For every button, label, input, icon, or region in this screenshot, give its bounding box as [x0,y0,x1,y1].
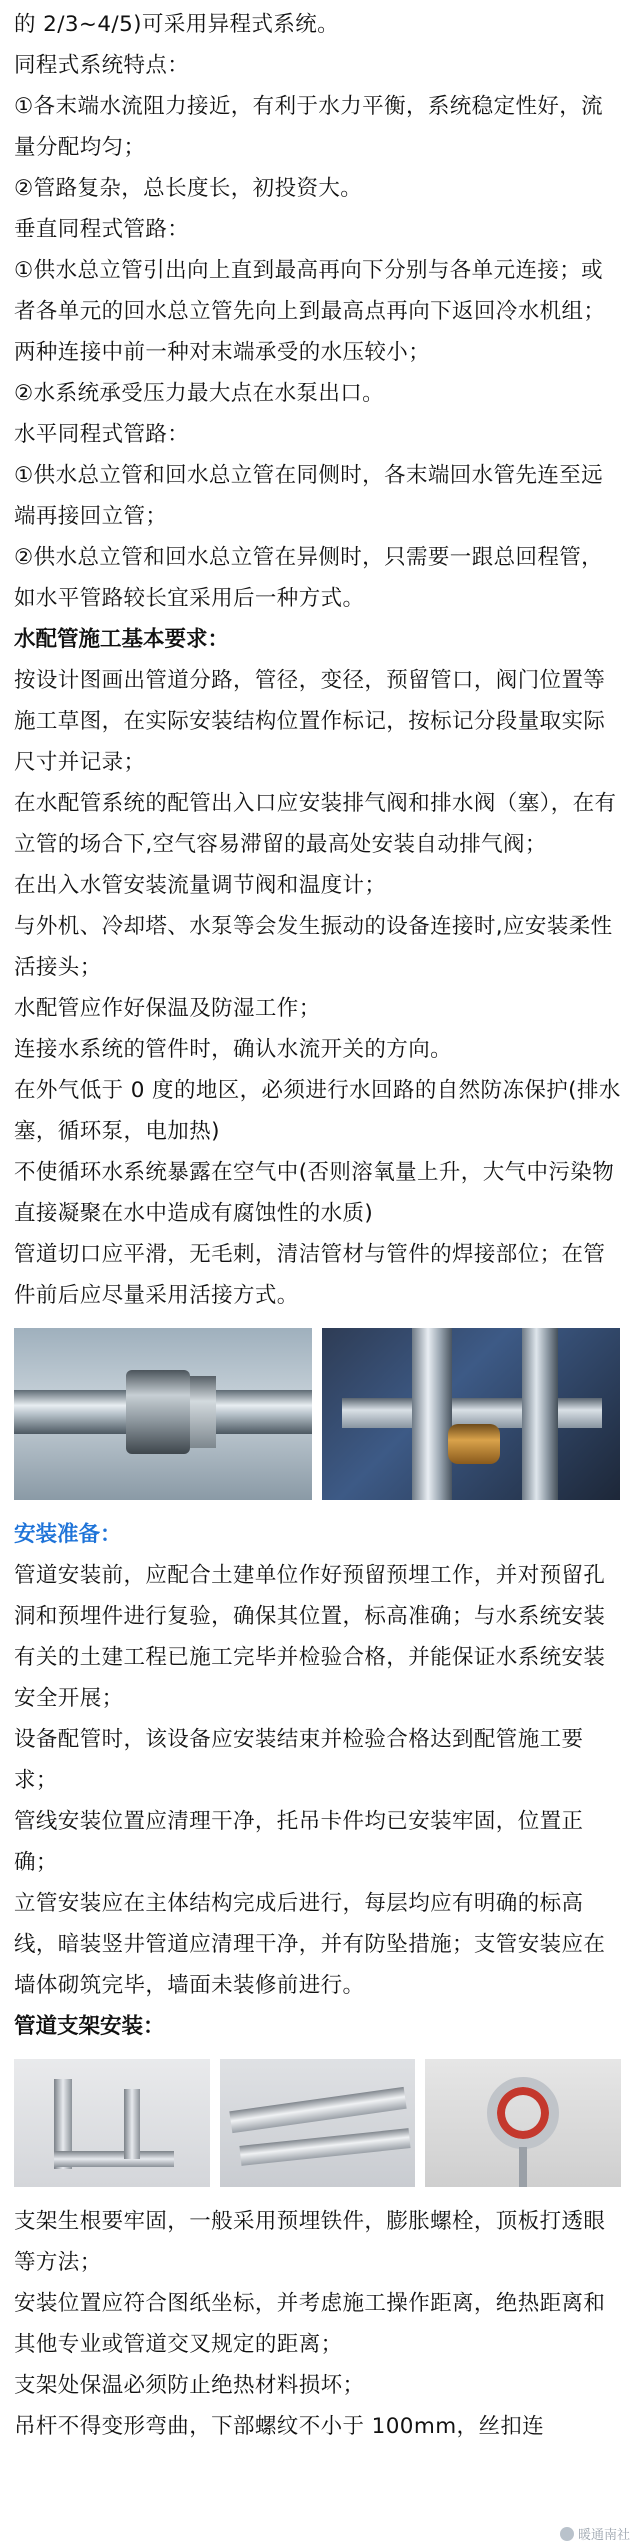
paragraph: 与外机、冷却塔、水泵等会发生振动的设备连接时,应安装柔性活接头； [14,914,613,980]
paragraph: ②水系统承受压力最大点在水泵出口。 [14,381,385,406]
paragraph: 连接水系统的管件时，确认水流开关的方向。 [14,1037,453,1062]
pipe-union-photo [14,1328,312,1500]
paragraph: 管道切口应平滑，无毛刺，清洁管材与管件的焊接部位；在管件前后应尽量采用活接方式。 [14,1242,606,1308]
paragraph: 立管安装应在主体结构完成后进行，每层均应有明确的标高线，暗装竖井管道应清理干净，并有防坠措施；支管安装应在墙体砌筑完毕，墙面未装修前进行。 [14,1891,606,1998]
paragraph: 管线安装位置应清理干净，托吊卡件均已安装牢固，位置正确； [14,1809,584,1875]
section-heading: 管道支架安装： [14,2014,165,2039]
paragraph: 在水配管系统的配管出入口应安装排气阀和排水阀（塞），在有立管的场合下,空气容易滞留的最高处安装自动排气阀； [14,791,617,857]
section-system-types [14,4,621,619]
section-heading: 安装准备： [14,1522,122,1547]
pipe-clamp-photo [425,2059,621,2187]
paragraph: ①各末端水流阻力接近，有利于水力平衡，系统稳定性好，流量分配均匀； [14,94,604,160]
paragraph: ②供水总立管和回水总立管在异侧时，只需要一跟总回程管，如水平管路较长宜采用后一种方式。 [14,545,604,611]
wechat-icon [560,2527,574,2541]
paragraph: ①供水总立管引出向上直到最高再向下分别与各单元连接；或者各单元的回水总立管先向上到最高点再向下返回冷水机组；两种连接中前一种对末端承受的水压较小； [14,258,606,365]
paragraph: 按设计图画出管道分路，管径，变径，预留管口，阀门位置等施工草图，在实际安装结构位置作标记，按标记分段量取实际尺寸并记录； [14,668,606,775]
bracket-photos [14,2059,621,2187]
galvanized-fittings-photo [322,1328,620,1500]
channel-rail-photo [220,2059,416,2187]
section-piping-requirements [14,619,621,1316]
paragraph: ②管路复杂，总长度长，初投资大。 [14,176,363,201]
watermark [557,2524,633,2543]
paragraph: 支架生根要牢固，一般采用预埋铁件，膨胀螺栓，顶板打透眼等方法； [14,2209,606,2275]
section-pipe-supports [14,2006,621,2447]
paragraph: 不使循环水系统暴露在空气中(否则溶氧量上升，大气中污染物直接凝聚在水中造成有腐蚀性的水质) [14,1160,615,1226]
paragraph: 在外气低于 0 度的地区，必须进行水回路的自然防冻保护(排水塞，循环泵，电加热) [14,1078,621,1144]
wall-bracket-photo [14,2059,210,2187]
paragraph: 垂直同程式管路： [14,217,190,242]
paragraph: ①供水总立管和回水总立管在同侧时，各末端回水管先连至远端再接回立管； [14,463,604,529]
paragraph: 吊杆不得变形弯曲，下部螺纹不小于 100mm，丝扣连 [14,2414,545,2439]
section-heading: 水配管施工基本要求： [14,627,230,652]
section-preparation [14,1514,621,2006]
paragraph: 管道安装前，应配合土建单位作好预留预埋工作，并对预留孔洞和预埋件进行复验，确保其位置，标高准确；与水系统安装有关的土建工程已施工完毕并检验合格，并能保证水系统安装安全开展； [14,1563,606,1711]
paragraph: 支架处保温必须防止绝热材料损坏； [14,2373,365,2398]
paragraph: 安装位置应符合图纸坐标，并考虑施工操作距离，绝热距离和其他专业或管道交叉规定的距离； [14,2291,606,2357]
watermark-text: 暖通南社 [577,2528,630,2543]
paragraph: 水平同程式管路： [14,422,190,447]
pipe-fitting-photos [14,1328,621,1500]
paragraph: 同程式系统特点： [14,53,190,78]
paragraph: 水配管应作好保温及防湿工作； [14,996,321,1021]
paragraph: 设备配管时，该设备应安装结束并检验合格达到配管施工要求； [14,1727,584,1793]
paragraph: 在出入水管安装流量调节阀和温度计； [14,873,387,898]
paragraph: 的 2/3~4/5)可采用异程式系统。 [14,12,340,37]
